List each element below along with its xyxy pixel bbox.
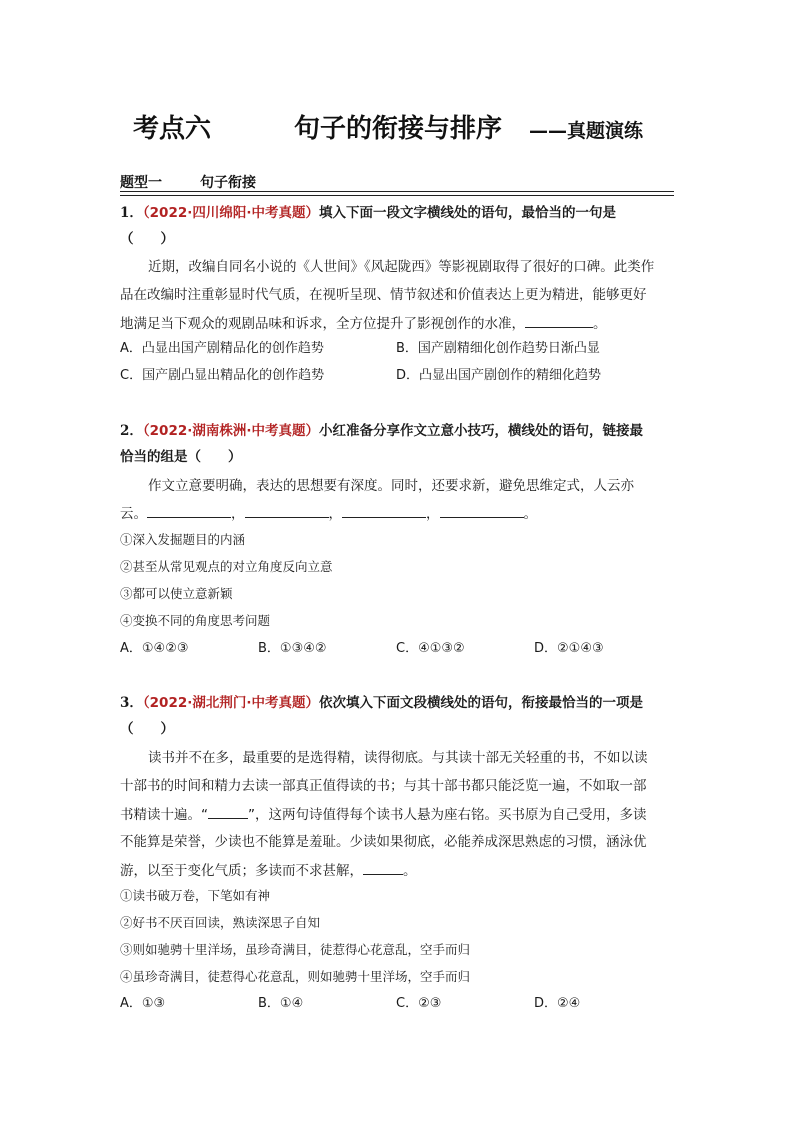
q2-stem-1: 小红准备分享作文立意小技巧，横线处的语句，链接最 bbox=[319, 423, 643, 439]
section-label: 题型一 bbox=[120, 175, 162, 191]
q3-stem: 依次填入下面文段横线处的语句，衔接最恰当的一项是 bbox=[319, 695, 643, 711]
q1-text-line-3 bbox=[120, 313, 680, 334]
q2-item-4: ④变换不同的角度思考问题 bbox=[120, 613, 271, 628]
q3-option-a[interactable]: A．①③ bbox=[120, 996, 166, 1011]
q3-option-b[interactable]: B．①④ bbox=[258, 996, 304, 1011]
title-main: 句子的衔接与排序 bbox=[294, 114, 503, 144]
q3-item-1: ①读书破万卷，下笔如有神 bbox=[120, 888, 271, 903]
q1-option-b[interactable]: B．国产剧精细化创作趋势日渐凸显 bbox=[396, 341, 600, 356]
q3-text-5-start: 游，以至于变化气质；多读而不求甚解， bbox=[120, 863, 363, 879]
q1-options-row-1 bbox=[120, 339, 680, 359]
q1-text-end: 。 bbox=[593, 316, 607, 332]
section-name: 句子衔接 bbox=[200, 175, 256, 191]
q3-heading bbox=[120, 693, 680, 713]
q3-text-line-1: 读书并不在多，最重要的是选得精，读得彻底。与其读十部无关轻重的书，不如以读 bbox=[148, 750, 648, 766]
q3-text-3-start: 书精读十遍。“ bbox=[120, 807, 208, 823]
q2-blank-2 bbox=[245, 503, 329, 518]
q3-text-line-3 bbox=[120, 804, 680, 825]
q2-text-2-start: 云。 bbox=[120, 506, 147, 522]
q2-blank-3 bbox=[342, 503, 426, 518]
q3-blank-2 bbox=[363, 860, 403, 875]
q2-text-line-1: 作文立意要明确，表达的思想要有深度。同时，还要求新，避免思维定式，人云亦 bbox=[148, 478, 634, 494]
q3-number: 3． bbox=[120, 695, 143, 711]
q1-number: 1． bbox=[120, 205, 143, 221]
q3-paren: （ ） bbox=[120, 721, 174, 737]
q2-item-2: ②甚至从常见观点的对立角度反向立意 bbox=[120, 559, 333, 574]
q1-stem: 填入下面一段文字横线处的语句，最恰当的一句是 bbox=[319, 205, 616, 221]
q1-answer-blank bbox=[525, 313, 593, 328]
q2-text-line-2 bbox=[120, 503, 680, 524]
q2-comma-2: ， bbox=[328, 506, 342, 522]
q1-options-row-2 bbox=[120, 366, 680, 386]
q3-option-d[interactable]: D．②④ bbox=[534, 996, 581, 1011]
q2-number: 2． bbox=[120, 423, 143, 439]
title-suffix: ——真题演练 bbox=[529, 120, 644, 142]
q3-text-line-5 bbox=[120, 860, 680, 881]
q1-option-a[interactable]: A．凸显出国产剧精品化的创作趋势 bbox=[120, 341, 324, 356]
q1-option-d[interactable]: D．凸显出国产剧创作的精细化趋势 bbox=[396, 368, 602, 383]
q2-option-c[interactable]: C．④①③② bbox=[396, 641, 465, 656]
q1-source: （2022·四川绵阳·中考真题） bbox=[142, 205, 319, 221]
q3-option-c[interactable]: C．②③ bbox=[396, 996, 442, 1011]
q2-option-d[interactable]: D．②①④③ bbox=[534, 641, 604, 656]
q2-item-3: ③都可以使立意新颖 bbox=[120, 586, 233, 601]
q3-item-4: ④虽珍奇满目，徒惹得心花意乱，则如驰骋十里洋场，空手而归 bbox=[120, 969, 471, 984]
q3-text-3-end: ”，这两句诗值得每个读书人悬为座右铭。买书原为自己受用，多读 bbox=[248, 807, 647, 823]
q2-blank-1 bbox=[147, 503, 231, 518]
q2-stem-2: 恰当的组是（ ） bbox=[120, 449, 242, 465]
q2-comma-3: ， bbox=[426, 506, 440, 522]
q3-text-5-end: 。 bbox=[403, 863, 417, 879]
q3-text-line-4: 不能算是荣誉，少读也不能算是羞耻。少读如果彻底，必能养成深思熟虑的习惯，涵泳优 bbox=[120, 834, 647, 850]
q3-item-3: ③则如驰骋十里洋场，虽珍奇满目，徒惹得心花意乱，空手而归 bbox=[120, 942, 471, 957]
q1-text-line-2: 品在改编时注重彰显时代气质，在视听呈现、情节叙述和价值表达上更为精进，能够更好 bbox=[120, 287, 647, 303]
q1-option-c[interactable]: C．国产剧凸显出精品化的创作趋势 bbox=[120, 368, 325, 383]
q2-heading-line-1 bbox=[120, 421, 680, 441]
q2-item-1: ①深入发掘题目的内涵 bbox=[120, 532, 246, 547]
q2-option-a[interactable]: A．①④②③ bbox=[120, 641, 189, 656]
q2-blank-4 bbox=[440, 503, 524, 518]
section-rule-thin bbox=[120, 195, 674, 196]
q3-blank-1 bbox=[208, 804, 248, 819]
section-rule-thick bbox=[120, 191, 674, 192]
title-topic: 考点六 bbox=[133, 114, 212, 144]
q2-comma-1: ， bbox=[231, 506, 245, 522]
q3-text-line-2: 十部书的时间和精力去读一部真正值得读的书；与其十部书都只能泛览一遍，不如取一部 bbox=[120, 778, 647, 794]
q1-text-line-1: 近期，改编自同名小说的《人世间》《风起陇西》等影视剧取得了很好的口碑。此类作 bbox=[148, 259, 655, 275]
q3-item-2: ②好书不厌百回读，熟读深思子自知 bbox=[120, 915, 321, 930]
q1-paren: （ ） bbox=[120, 231, 174, 247]
q2-option-b[interactable]: B．①③④② bbox=[258, 641, 327, 656]
section-header bbox=[120, 172, 674, 192]
q3-source: （2022·湖北荆门·中考真题） bbox=[142, 695, 319, 711]
q1-text-3: 地满足当下观众的观剧品味和诉求，全方位提升了影视创作的水准， bbox=[120, 316, 525, 332]
q2-period: 。 bbox=[523, 506, 537, 522]
page-title bbox=[0, 108, 794, 148]
q1-heading bbox=[120, 203, 680, 223]
q2-source: （2022·湖南株洲·中考真题） bbox=[142, 423, 319, 439]
